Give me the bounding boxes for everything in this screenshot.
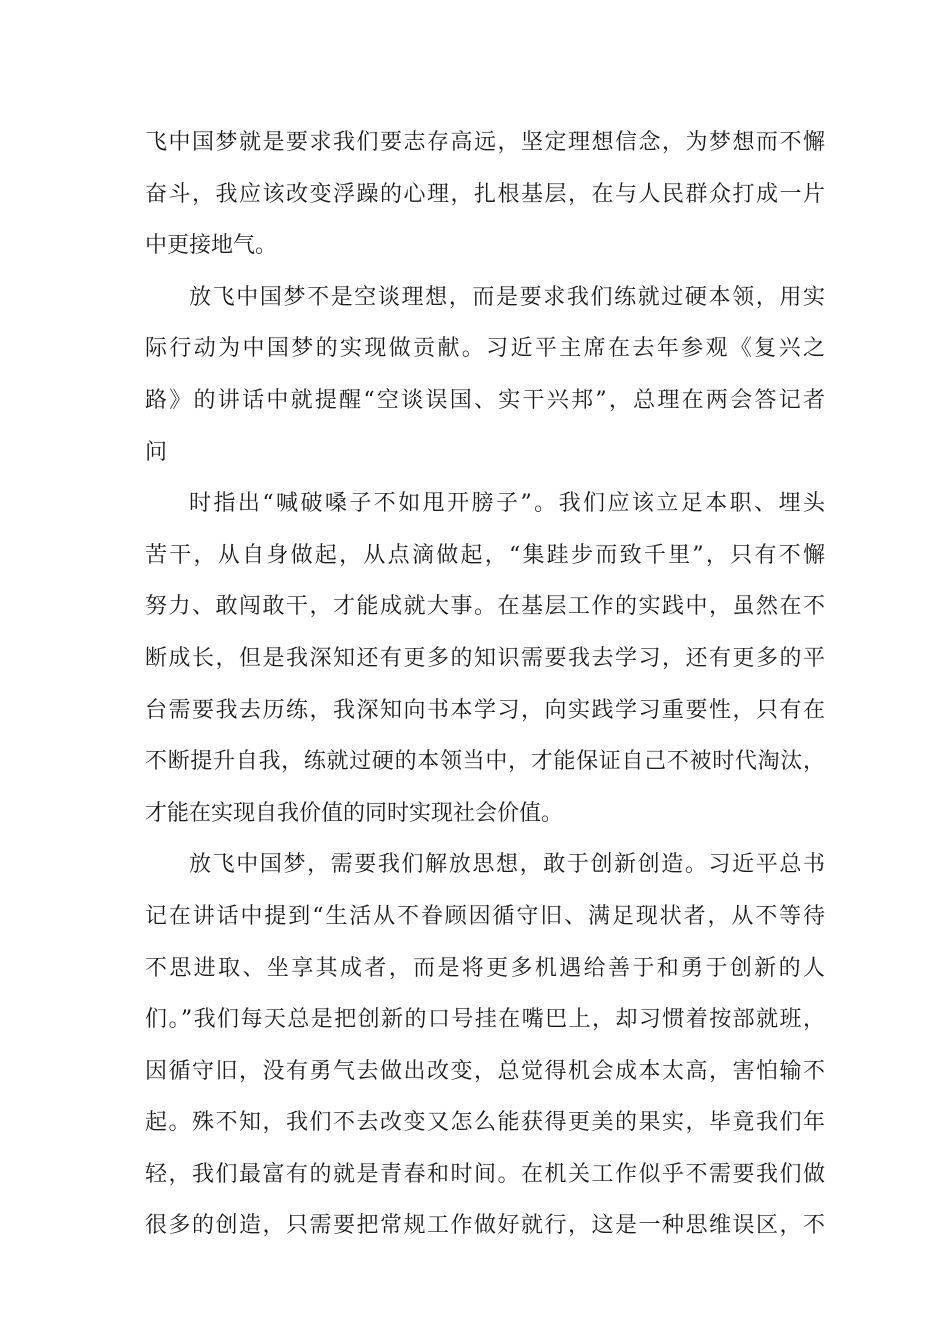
paragraph <box>145 839 825 1252</box>
text-line: 努力、敢闯敢干，才能成就大事。在基层工作的实践中，虽然在不 <box>145 594 825 620</box>
text-line: 才能在实现自我价值的同时实现社会价值。 <box>145 800 564 826</box>
text-line: 轻，我们最富有的就是青春和时间。在机关工作似乎不需要我们做 <box>145 1161 825 1187</box>
text-line: 际行动为中国梦的实现做贡献。习近平主席在去年参观《复兴之 <box>145 336 825 362</box>
text-line: 断成长，但是我深知还有更多的知识需要我去学习，还有更多的平 <box>145 645 825 671</box>
paragraph <box>145 117 825 272</box>
text-line: 不思进取、坐享其成者，而是将更多机遇给善于和勇于创新的人 <box>145 955 825 981</box>
text-line: 时指出“喊破嗓子不如甩开膀子”。我们应该立足本职、埋头 <box>189 491 825 517</box>
text-line: 放飞中国梦不是空谈理想，而是要求我们练就过硬本领，用实 <box>189 284 825 310</box>
text-line: 们。”我们每天总是把创新的口号挂在嘴巴上，却习惯着按部就班， <box>145 1007 825 1033</box>
text-line: 苦干，从自身做起，从点滴做起，“集跬步而致千里”，只有不懈 <box>145 542 825 568</box>
text-line: 台需要我去历练，我深知向书本学习，向实践学习重要性，只有在 <box>145 697 825 723</box>
paragraph <box>145 478 825 839</box>
text-line: 很多的创造，只需要把常规工作做好就行，这是一种思维误区，不 <box>145 1213 825 1239</box>
text-line: 因循守旧，没有勇气去做出改变，总觉得机会成本太高，害怕输不 <box>145 1058 825 1084</box>
document-body <box>145 117 825 1252</box>
text-line: 路》的讲话中就提醒“空谈误国、实干兴邦”，总理在两会答记者 <box>145 387 825 413</box>
text-line: 奋斗，我应该改变浮躁的心理，扎根基层，在与人民群众打成一片 <box>145 181 825 207</box>
text-line: 问 <box>145 439 168 465</box>
text-line: 记在讲话中提到“生活从不眷顾因循守旧、满足现状者，从不等待 <box>145 903 825 929</box>
text-line: 不断提升自我，练就过硬的本领当中，才能保证自己不被时代淘汰， <box>145 749 825 775</box>
paragraph <box>145 272 825 478</box>
text-line: 放飞中国梦，需要我们解放思想，敢于创新创造。习近平总书 <box>189 852 825 878</box>
text-line: 起。殊不知，我们不去改变又怎么能获得更美的果实，毕竟我们年 <box>145 1110 825 1136</box>
text-line: 飞中国梦就是要求我们要志存高远，坚定理想信念，为梦想而不懈 <box>145 130 825 155</box>
text-line: 中更接地气。 <box>145 233 278 259</box>
